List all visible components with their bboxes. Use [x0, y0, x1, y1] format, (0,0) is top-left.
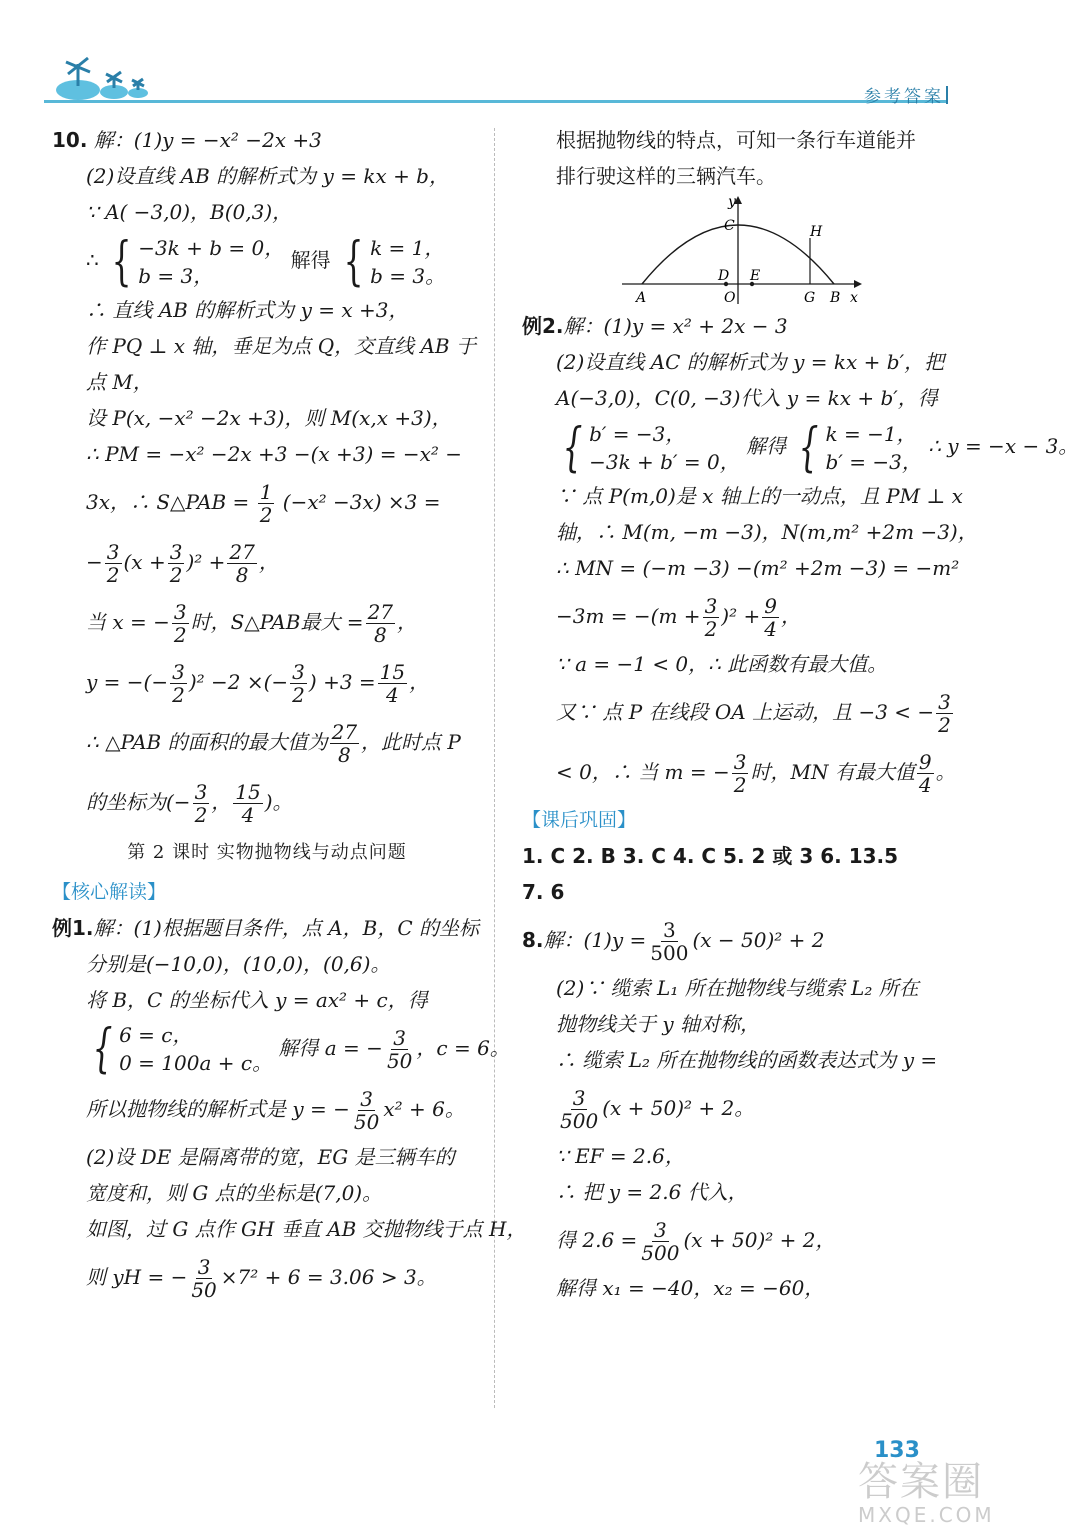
ex2-line-2: (2)设直线 AC 的解析式为 y = kx + b′，把 — [556, 350, 945, 374]
section-after-class: 【课后巩固】 — [522, 808, 637, 831]
q10-line-10: − $\frac{3}{2}$ (x + $\frac{3}{2}$ )² + $\frac{27}{8}$ ， — [86, 539, 279, 587]
q10-line-4: ∴ 直线 AB 的解析式为 y = x +3， — [86, 297, 409, 322]
q10-line-11: 当 x = − $\frac{3}{2}$ 时，S△PAB最大 = $\frac{27}{8}$ ， — [86, 599, 418, 647]
right-column: 根据抛物线的特点，可知一条行车道能并 排行驶这样的三辆汽车。 y C H D E A O G B x 例2.解：(1)y = x² + 2x − 3 (2)设直线 AC 的解析式为 y = kx + b′，把 A(−3,0)，C(0, −3)代入 y = kx + b′，得 { b′ = −3， −3k + b′ = 0， 解得 { k = −1， b′ = −3， ∴ y = −x − 3。 ∵ 点 P(m,0)是 x 轴上的一动点，且 PM ⊥ x 轴，∴ M(m, −m −3)，N(m,m² +2m −3)， ∴ MN = (−m −3) −(m² +2m −3) = −m² −3m = −(m + $\frac{3}{2}$ )² + $\frac{9}{4}$ ， ∵ a = −1 < 0，∴ 此函数有最大值。 又∵ 点 P 在线段 OA 上运动，且 −3 < − $\frac{3}{2}$ < 0，∴ 当 m = − $\frac{3}{2}$ 时，MN 有最大值 $\frac{9}{4}$ 。 【课后巩固】 1. C 2. B 3. C 4. C 5. 2 或 3 6. 13.5 7. 6 8.解：(1)y = $\frac{3}{500}$ (x − 50)² + 2 (2)∵ 缆索 L₁ 所在抛物线与缆索 L₂ 所在 抛物线关于 y 轴对称， ∴ 缆索 L₂ 所在抛物线的函数表达式为 y = $\frac{3}{500}$ (x + 50)² + 2。 ∵ EF = 2.6， ∴ 把 y = 2.6 代入， 得 2.6 = $\frac{3}{500}$ (x + 50)² + 2， 解得 x₁ = −40，x₂ = −60， — [522, 122, 962, 1306]
q8-line-8: 得 2.6 = $\frac{3}{500}$ (x + 50)² + 2， — [556, 1217, 836, 1265]
ex1-line-3: 将 B，C 的坐标代入 y = ax² + c，得 — [86, 987, 428, 1012]
fraction-3-50: $\frac{3}{50}$ — [191, 1255, 217, 1302]
ex1-line-8: 则 yH = − $\frac{3}{50}$ ×7² + 6 = 3.06 > 3。 — [86, 1255, 437, 1302]
label-D: D — [718, 268, 730, 284]
label-B: B — [830, 290, 841, 306]
fraction-3-2: $\frac{3}{2}$ — [292, 659, 305, 707]
ex1-line-1: 解：(1)根据题目条件，点 A，B，C 的坐标 — [93, 915, 480, 940]
ex2-line-8: ∵ a = −1 < 0，∴ 此函数有最大值。 — [556, 651, 888, 676]
ex2-line-7: −3m = −(m + $\frac{3}{2}$ )² + $\frac{9}{4}$ ， — [556, 593, 801, 641]
watermark-logo-text: 答案圈 — [858, 1459, 984, 1505]
ex2-line-9: 又∵ 点 P 在线段 OA 上运动，且 −3 < − $\frac{3}{2}$ — [556, 689, 951, 737]
q10-system: ∴ { −3k + b = 0， b = 3， 解得 { k = 1， b = 3。 — [86, 231, 446, 292]
answers-line-1: 1. C 2. B 3. C 4. C 5. 2 或 3 6. 13.5 — [522, 843, 899, 868]
header-title: 参考答案 — [864, 87, 944, 107]
ex2-line-1: 解：(1)y = x² + 2x − 3 — [563, 314, 788, 338]
label-H: H — [810, 224, 823, 240]
label-G: G — [804, 290, 816, 306]
q10-line-8: ∴ PM = −x² −2x +3 −(x +3) = −x² − — [86, 441, 462, 466]
ex1-line-5: (2)设 DE 是隔离带的宽，EG 是三辆车的 — [86, 1145, 455, 1169]
fraction-9-4: $\frac{9}{4}$ — [764, 593, 777, 641]
page-number: 133 — [874, 1438, 920, 1463]
fraction-15-4: $\frac{15}{4}$ — [379, 659, 406, 707]
q10-line-14: 的坐标为(− $\frac{3}{2}$ ， $\frac{15}{4}$ )。 — [86, 779, 293, 827]
ex1-line-2: 分别是(−10,0)，(10,0)，(0,6)。 — [86, 951, 391, 976]
ex1-sys-eq-1: 6 = c， — [119, 1023, 193, 1047]
site-watermark — [858, 1460, 1028, 1530]
q10-line-7: 设 P(x, −x² −2x +3)，则 M(x,x +3)， — [86, 405, 452, 430]
q10-sys-solve: 解得 — [290, 248, 331, 272]
ex2-system: { b′ = −3， −3k + b′ = 0， 解得 { k = −1， b′ = −3， ∴ y = −x − 3。 — [562, 417, 1078, 478]
therefore-symbol: ∴ — [86, 248, 99, 272]
q10-sys-eq-1: −3k + b = 0， — [138, 235, 285, 260]
label-O: O — [724, 290, 736, 306]
q10-number: 10. — [52, 128, 88, 152]
ex2-sys-eq-2: −3k + b′ = 0， — [589, 449, 740, 474]
label-E: E — [750, 268, 761, 284]
ex1-sys-eq-2: 0 = 100a + c。 — [119, 1051, 273, 1075]
header-bracket — [942, 86, 948, 104]
label-C: C — [724, 218, 735, 234]
q8-line-4: ∴ 缆索 L₂ 所在抛物线的函数表达式为 y = — [556, 1047, 938, 1072]
q8-line-3: 抛物线关于 y 轴对称， — [556, 1011, 761, 1036]
q10-line-5: 作 PQ ⊥ x 轴，垂足为点 Q，交直线 AB 于 — [86, 333, 476, 358]
q8-line-6: ∵ EF = 2.6， — [556, 1143, 685, 1168]
x-axis-arrow — [854, 280, 862, 288]
q10-sys-sol-1: k = 1， — [370, 235, 445, 260]
q10-line-12: y = −(− $\frac{3}{2}$ )² −2 ×(− $\frac{3}{2}$ ) +3 = $\frac{15}{4}$ ， — [86, 659, 430, 707]
watermark-url: MXQE.COM — [858, 1503, 995, 1527]
lesson-title: 第 2 课时 实物抛物线与动点问题 — [127, 841, 407, 863]
q8-number: 8. — [522, 927, 544, 952]
answers-line-2: 7. 6 — [522, 879, 565, 904]
ex2-sys-eq-1: b′ = −3， — [589, 421, 686, 446]
q10-area-label: 3x，∴ S△PAB = — [86, 489, 250, 514]
ex2-line-4: ∵ 点 P(m,0)是 x 轴上的一动点，且 PM ⊥ x — [556, 483, 963, 508]
left-column — [52, 122, 527, 1307]
ex1-line-6: 宽度和，则 G 点的坐标是(7,0)。 — [86, 1181, 383, 1205]
q8-line-5: $\frac{3}{500}$ (x + 50)² + 2。 — [560, 1085, 755, 1133]
label-y: y — [728, 194, 736, 210]
q10-sys-sol-2: b = 3。 — [370, 263, 446, 288]
fraction-27-8: $\frac{27}{8}$ — [229, 539, 255, 587]
fraction-3-500: $\frac{3}{500}$ — [641, 1217, 680, 1265]
q8-line-7: ∴ 把 y = 2.6 代入， — [556, 1179, 748, 1204]
ex2-line-10: < 0，∴ 当 m = − $\frac{3}{2}$ 时，MN 有最大值 $\frac{9}{4}$ 。 — [556, 749, 956, 797]
fraction-3-2: $\frac{3}{2}$ — [194, 779, 208, 827]
example-2-number: 例2. — [522, 314, 564, 338]
r-line-2: 排行驶这样的三辆汽车。 — [556, 164, 776, 188]
label-A: A — [636, 290, 647, 306]
fraction-27-8: $\frac{27}{8}$ — [331, 719, 358, 767]
ex2-sys-sol-1: k = −1， — [825, 421, 917, 446]
q10-line-1: 解：(1)y = −x² −2x +3 — [93, 128, 322, 152]
ex2-sys-sol-2: b′ = −3， — [825, 449, 922, 474]
parabola-figure — [618, 196, 868, 308]
fraction-9-4: $\frac{9}{4}$ — [918, 749, 932, 797]
ex2-line-5: 轴，∴ M(m, −m −3)，N(m,m² +2m −3)， — [556, 519, 978, 544]
fraction-15-4: $\frac{15}{4}$ — [235, 779, 261, 827]
fraction-3-500: $\frac{3}{500}$ — [560, 1085, 599, 1133]
fraction-27-8: $\frac{27}{8}$ — [367, 599, 394, 647]
fraction-3-2: $\frac{3}{2}$ — [106, 539, 120, 587]
fraction-3-50: $\frac{3}{50}$ — [353, 1087, 380, 1134]
label-x: x — [850, 290, 858, 306]
q10-area-expr: (−x² −3x) ×3 = — [282, 489, 441, 514]
example-1-number: 例1. — [52, 915, 94, 940]
q10-line-3: ∵ A( −3,0)，B(0,3)， — [86, 200, 293, 224]
q10-line-2: (2)设直线 AB 的解析式为 y = kx + b， — [86, 164, 449, 188]
header-logo — [44, 46, 164, 102]
fraction-3-2: $\frac{3}{2}$ — [172, 659, 185, 707]
fraction-3-2: $\frac{3}{2}$ — [173, 599, 187, 647]
ex2-line-6: ∴ MN = (−m −3) −(m² +2m −3) = −m² — [556, 555, 960, 580]
q10-line-9 — [52, 472, 482, 532]
ex1-line-7: 如图，过 G 点作 GH 垂直 AB 交抛物线于点 H， — [86, 1217, 527, 1241]
q10-sys-eq-2: b = 3， — [138, 263, 214, 288]
q8-line-9: 解得 x₁ = −40，x₂ = −60， — [556, 1275, 825, 1300]
ex1-system: { 6 = c， 0 = 100a + c。 解得 a = − $\frac{3}{50}$ ，c = 6。 — [92, 1019, 510, 1079]
fraction-3-2: $\frac{3}{2}$ — [704, 593, 718, 641]
header-rule — [44, 100, 948, 103]
fraction-3-500: $\frac{3}{500}$ — [650, 917, 689, 965]
fraction-3-50: $\frac{3}{50}$ — [386, 1025, 413, 1073]
section-core-reading: 【核心解读】 — [52, 880, 167, 903]
fraction-3-2: $\frac{3}{2}$ — [938, 689, 951, 737]
fraction-3-2: $\frac{3}{2}$ — [169, 539, 183, 587]
r-line-1: 根据抛物线的特点，可知一条行车道能并 — [556, 128, 916, 152]
q10-line-13: ∴ △PAB 的面积的最大值为 $\frac{27}{8}$ ，此时点 P — [86, 719, 461, 767]
q10-line-6: 点 M， — [86, 369, 153, 394]
fraction-3-2: $\frac{3}{2}$ — [733, 749, 747, 797]
ex2-line-3: A(−3,0)，C(0, −3)代入 y = kx + b′，得 — [556, 386, 938, 410]
q8-line-2: (2)∵ 缆索 L₁ 所在抛物线与缆索 L₂ 所在 — [556, 975, 919, 1000]
fraction-1-2: $\frac{1}{2}$ — [259, 479, 273, 527]
ex1-line-4: 所以抛物线的解析式是 y = − $\frac{3}{50}$ x² + 6。 — [86, 1087, 465, 1134]
